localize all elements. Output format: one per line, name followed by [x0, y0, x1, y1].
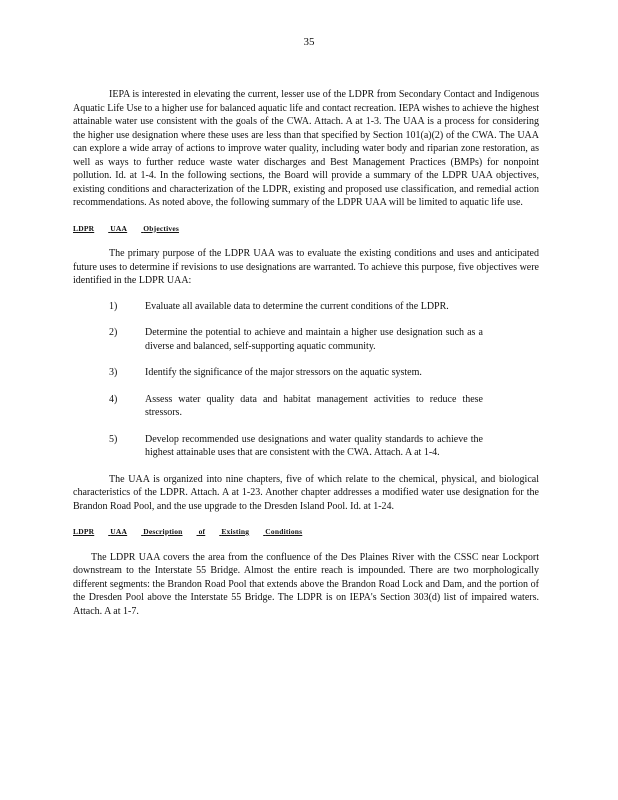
heading-word: Description — [143, 527, 183, 536]
heading-word: LDPR — [73, 527, 95, 536]
heading-word: UAA — [110, 223, 128, 233]
list-item-number: 2) — [109, 327, 118, 338]
list-item-text: Evaluate all available data to determine the current conditions of the LDPR. — [145, 300, 449, 312]
list-item-text: Identify the significance of the major stressors on the aquatic system. — [145, 367, 422, 378]
heading-word: Existing — [221, 527, 250, 536]
list-item — [73, 326, 539, 353]
heading-word: UAA — [110, 527, 128, 536]
list-item-text: Determine the potential to achieve and maintain a higher use designation such as a diverse and balanced, self-supporting aquatic community. — [145, 327, 483, 352]
objectives-list — [73, 300, 539, 460]
list-item-number: 5) — [109, 433, 118, 445]
list-item — [73, 366, 539, 380]
list-item-text: Develop recommended use designations and water quality standards to achieve the highest attainable uses that are consistent with the CWA. Attach. A at 1-4. — [145, 433, 483, 458]
heading-word: Objectives — [143, 223, 179, 233]
list-item-number: 4) — [109, 393, 118, 405]
organization-paragraph: The UAA is organized into nine chapters, five of which relate to the chemical, physical, and biological characteristics of the LDPR. Attach. A at 1-23. Another chapter addresses a modified water use designation for the Brandon Road Pool, and the use upgrade to the Dresden Island Pool. Id. at 1-24. — [73, 473, 539, 512]
list-item — [73, 300, 539, 314]
list-item — [73, 433, 539, 460]
section-heading-objectives — [73, 222, 539, 236]
list-item-number: 1) — [109, 300, 118, 312]
description-paragraph: The LDPR UAA covers the area from the confluence of the Des Plaines River with the CSSC near Lockport downstream to the Interstate 55 Bridge. Almost the entire reach is impounded. There are two morphologically different segments: the Brandon Road Pool that extends above the Brandon Road Lock and Dam, and the portion of the Dresden Pool above the Interstate 55 Bridge. The LDPR is on IEPA's Section 303(d) list of impaired waters. Attach. A at 1-7. — [73, 551, 539, 617]
heading-word: LDPR — [73, 223, 95, 233]
list-item — [73, 393, 539, 420]
page-number: 35 — [303, 36, 315, 48]
section-heading-description — [73, 525, 539, 539]
list-item-number: 3) — [109, 367, 118, 378]
intro-paragraph: IEPA is interested in elevating the current, lesser use of the LDPR from Secondary Contact and Indigenous Aquatic Life Use to a higher use for balanced aquatic life and contact recreation. IEPA wishes to achieve the highest attainable water use consistent with the goals of the CWA. Attach. A at 1-3. The UAA is a process for considering the higher use designation where these uses are less than that specified by Section 101(a)(2) of the CWA. The UAA can explore a wide array of actions to improve water quality, including water body and riparian zone restoration, as well as ways to further reduce waste water discharges and Best Management Practices (BMPs) for nonpoint pollution. Id. at 1-4. In the following sections, the Board will provide a summary of the LDPR UAA objectives, existing conditions and characterization of the LDPR, existing and proposed use classification, and remedial action recommendations. As noted above, the following summary of the LDPR UAA will be limited to aquatic life use. — [73, 89, 539, 208]
objectives-intro-paragraph: The primary purpose of the LDPR UAA was to evaluate the existing conditions and uses and anticipated future uses to determine if revisions to use designations are warranted. To achieve this purpose, five objectives were identified in the LDPR UAA: — [73, 248, 539, 286]
heading-word: of — [198, 527, 206, 536]
list-item-text: Assess water quality data and habitat management activities to reduce these stressors. — [145, 393, 483, 418]
heading-word: Conditions — [265, 527, 303, 536]
document-body — [73, 88, 539, 618]
